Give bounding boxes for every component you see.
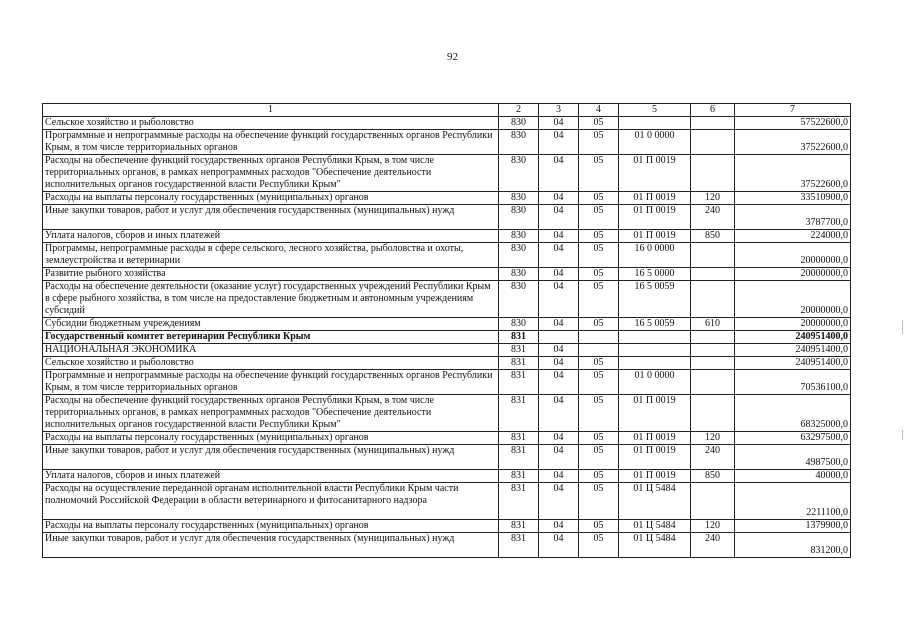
row-code-cell: 831	[499, 533, 539, 558]
row-section-cell: 04	[539, 432, 579, 445]
row-amount-cell: 40000,0	[735, 470, 851, 483]
row-name-cell: Расходы на выплаты персоналу государственных (муниципальных) органов	[43, 432, 499, 445]
row-section-cell: 04	[539, 370, 579, 395]
table-row	[43, 281, 851, 318]
row-section-cell: 04	[539, 205, 579, 230]
row-kind-cell: 850	[691, 230, 735, 243]
table-row	[43, 533, 851, 558]
row-code-cell: 830	[499, 243, 539, 268]
row-subsection-cell: 05	[579, 268, 619, 281]
row-target-cell	[619, 344, 691, 357]
row-code-cell: 830	[499, 268, 539, 281]
row-section-cell: 04	[539, 192, 579, 205]
row-target-cell	[619, 331, 691, 344]
row-name-cell: Уплата налогов, сборов и иных платежей	[43, 470, 499, 483]
row-code-cell: 830	[499, 117, 539, 130]
row-code-cell: 831	[499, 432, 539, 445]
row-subsection-cell: 05	[579, 483, 619, 520]
row-section-cell: 04	[539, 357, 579, 370]
table-row	[43, 230, 851, 243]
row-amount-cell: 831200,0	[735, 533, 851, 558]
row-target-cell	[619, 357, 691, 370]
row-amount-cell: 20000000,0	[735, 268, 851, 281]
row-code-cell: 830	[499, 192, 539, 205]
row-code-cell: 831	[499, 470, 539, 483]
table-row	[43, 331, 851, 344]
row-section-cell: 04	[539, 483, 579, 520]
row-target-cell: 16 5 0059	[619, 318, 691, 331]
row-subsection-cell: 05	[579, 445, 619, 470]
row-kind-cell: 610	[691, 318, 735, 331]
row-name-cell: Программные и непрограммные расходы на обеспечение функций государственных органов Республики Крым, в том числе территориальных органов	[43, 370, 499, 395]
row-subsection-cell: 05	[579, 192, 619, 205]
table-row	[43, 470, 851, 483]
row-code-cell: 830	[499, 318, 539, 331]
row-amount-cell: 240951400,0	[735, 357, 851, 370]
row-amount-cell: 68325000,0	[735, 395, 851, 432]
row-section-cell	[539, 331, 579, 344]
column-header: 7	[735, 104, 851, 117]
table-row	[43, 357, 851, 370]
row-amount-cell: 20000000,0	[735, 318, 851, 331]
row-name-cell: Программы, непрограммные расходы в сфере сельского, лесного хозяйства, рыболовства и охоты, землеустройства и ветеринарии	[43, 243, 499, 268]
table-row	[43, 520, 851, 533]
row-name-cell: Субсидии бюджетным учреждениям	[43, 318, 499, 331]
row-code-cell: 830	[499, 281, 539, 318]
row-section-cell: 04	[539, 155, 579, 192]
row-subsection-cell: 05	[579, 155, 619, 192]
row-kind-cell	[691, 344, 735, 357]
row-code-cell: 831	[499, 370, 539, 395]
row-target-cell: 16 5 0000	[619, 268, 691, 281]
scan-edge-mark	[902, 320, 903, 334]
row-amount-cell: 57522600,0	[735, 117, 851, 130]
row-code-cell: 830	[499, 155, 539, 192]
column-header: 2	[499, 104, 539, 117]
table-row	[43, 130, 851, 155]
row-name-cell: Расходы на обеспечение деятельности (оказание услуг) государственных учреждений Республики Крым в сфере рыбного хозяйства, в том числе на предоставление бюджетным и автономным учреждениям субсидий	[43, 281, 499, 318]
row-subsection-cell: 05	[579, 370, 619, 395]
row-section-cell: 04	[539, 344, 579, 357]
column-header: 6	[691, 104, 735, 117]
row-target-cell: 01 Ц 5484	[619, 483, 691, 520]
row-amount-cell: 1379900,0	[735, 520, 851, 533]
table-row	[43, 268, 851, 281]
row-target-cell: 01 П 0019	[619, 432, 691, 445]
row-kind-cell	[691, 268, 735, 281]
budget-table	[42, 103, 851, 558]
row-kind-cell	[691, 483, 735, 520]
row-amount-cell: 33510900,0	[735, 192, 851, 205]
row-name-cell: Иные закупки товаров, работ и услуг для обеспечения государственных (муниципальных) нужд	[43, 445, 499, 470]
row-amount-cell: 37522600,0	[735, 155, 851, 192]
row-code-cell: 830	[499, 230, 539, 243]
row-amount-cell: 63297500,0	[735, 432, 851, 445]
row-target-cell: 16 0 0000	[619, 243, 691, 268]
row-name-cell: Сельское хозяйство и рыболовство	[43, 117, 499, 130]
row-subsection-cell	[579, 331, 619, 344]
row-subsection-cell	[579, 344, 619, 357]
row-section-cell: 04	[539, 230, 579, 243]
row-section-cell: 04	[539, 281, 579, 318]
page-number: 92	[447, 51, 458, 63]
row-subsection-cell: 05	[579, 357, 619, 370]
row-target-cell: 01 П 0019	[619, 230, 691, 243]
row-target-cell: 01 П 0019	[619, 445, 691, 470]
row-amount-cell: 37522600,0	[735, 130, 851, 155]
row-code-cell: 831	[499, 483, 539, 520]
row-target-cell	[619, 117, 691, 130]
row-kind-cell	[691, 331, 735, 344]
column-header: 4	[579, 104, 619, 117]
row-name-cell: Программные и непрограммные расходы на обеспечение функций государственных органов Республики Крым, в том числе территориальных органов	[43, 130, 499, 155]
row-subsection-cell: 05	[579, 205, 619, 230]
row-subsection-cell: 05	[579, 395, 619, 432]
row-subsection-cell: 05	[579, 117, 619, 130]
table-body	[43, 117, 851, 558]
table-row	[43, 344, 851, 357]
table-row	[43, 205, 851, 230]
row-kind-cell	[691, 281, 735, 318]
row-kind-cell: 120	[691, 520, 735, 533]
row-section-cell: 04	[539, 243, 579, 268]
column-header: 5	[619, 104, 691, 117]
row-amount-cell: 2211100,0	[735, 483, 851, 520]
table-row	[43, 395, 851, 432]
row-name-cell: НАЦИОНАЛЬНАЯ ЭКОНОМИКА	[43, 344, 499, 357]
column-header: 3	[539, 104, 579, 117]
table-row	[43, 243, 851, 268]
row-code-cell: 830	[499, 205, 539, 230]
row-name-cell: Расходы на выплаты персоналу государственных (муниципальных) органов	[43, 192, 499, 205]
row-kind-cell	[691, 155, 735, 192]
row-code-cell: 831	[499, 344, 539, 357]
table-row	[43, 370, 851, 395]
row-section-cell: 04	[539, 533, 579, 558]
row-kind-cell: 240	[691, 445, 735, 470]
row-target-cell: 01 П 0019	[619, 205, 691, 230]
table-row	[43, 483, 851, 520]
row-kind-cell	[691, 357, 735, 370]
row-kind-cell: 120	[691, 432, 735, 445]
row-code-cell: 831	[499, 445, 539, 470]
row-amount-cell: 240951400,0	[735, 344, 851, 357]
row-kind-cell	[691, 243, 735, 268]
row-kind-cell	[691, 395, 735, 432]
row-section-cell: 04	[539, 268, 579, 281]
row-amount-cell: 4987500,0	[735, 445, 851, 470]
row-name-cell: Государственный комитет ветеринарии Республики Крым	[43, 331, 499, 344]
row-subsection-cell: 05	[579, 318, 619, 331]
row-name-cell: Иные закупки товаров, работ и услуг для обеспечения государственных (муниципальных) нужд	[43, 533, 499, 558]
row-amount-cell: 20000000,0	[735, 281, 851, 318]
row-section-cell: 04	[539, 117, 579, 130]
row-section-cell: 04	[539, 470, 579, 483]
row-target-cell: 01 0 0000	[619, 130, 691, 155]
row-target-cell: 01 П 0019	[619, 155, 691, 192]
table-row	[43, 445, 851, 470]
row-name-cell: Расходы на выплаты персоналу государственных (муниципальных) органов	[43, 520, 499, 533]
row-kind-cell	[691, 370, 735, 395]
row-code-cell: 831	[499, 331, 539, 344]
row-target-cell: 01 0 0000	[619, 370, 691, 395]
row-section-cell: 04	[539, 395, 579, 432]
row-amount-cell: 20000000,0	[735, 243, 851, 268]
row-kind-cell	[691, 117, 735, 130]
row-section-cell: 04	[539, 520, 579, 533]
scan-edge-mark	[902, 430, 903, 440]
row-kind-cell	[691, 130, 735, 155]
row-kind-cell: 120	[691, 192, 735, 205]
row-target-cell: 01 П 0019	[619, 470, 691, 483]
row-section-cell: 04	[539, 445, 579, 470]
row-subsection-cell: 05	[579, 230, 619, 243]
row-name-cell: Уплата налогов, сборов и иных платежей	[43, 230, 499, 243]
row-name-cell: Расходы на обеспечение функций государственных органов Республики Крым, в том числе территориальных органов, в рамках непрограммных расходов "Обеспечение деятельности исполнительных органов государственной власти Республики Крым"	[43, 155, 499, 192]
row-subsection-cell: 05	[579, 432, 619, 445]
row-code-cell: 830	[499, 130, 539, 155]
row-code-cell: 831	[499, 357, 539, 370]
row-target-cell: 16 5 0059	[619, 281, 691, 318]
row-subsection-cell: 05	[579, 281, 619, 318]
row-name-cell: Сельское хозяйство и рыболовство	[43, 357, 499, 370]
row-target-cell: 01 Ц 5484	[619, 533, 691, 558]
row-code-cell: 831	[499, 395, 539, 432]
table-row	[43, 117, 851, 130]
row-section-cell: 04	[539, 318, 579, 331]
table-row	[43, 192, 851, 205]
row-name-cell: Расходы на осуществление переданной органам исполнительной власти Республики Крым части полномочий Российской Федерации в области ветеринарного и фитосанитарного надзора	[43, 483, 499, 520]
table-header-row	[43, 104, 851, 117]
row-subsection-cell: 05	[579, 470, 619, 483]
row-amount-cell: 3787700,0	[735, 205, 851, 230]
row-code-cell: 831	[499, 520, 539, 533]
row-subsection-cell: 05	[579, 243, 619, 268]
table-row	[43, 155, 851, 192]
row-target-cell: 01 П 0019	[619, 395, 691, 432]
table-row	[43, 318, 851, 331]
row-name-cell: Расходы на обеспечение функций государственных органов Республики Крым, в том числе территориальных органов, в рамках непрограммных расходов "Обеспечение деятельности исполнительных органов государственной власти Республики Крым"	[43, 395, 499, 432]
row-amount-cell: 70536100,0	[735, 370, 851, 395]
row-kind-cell: 240	[691, 205, 735, 230]
column-header: 1	[43, 104, 499, 117]
table-row	[43, 432, 851, 445]
row-subsection-cell: 05	[579, 130, 619, 155]
row-name-cell: Развитие рыбного хозяйства	[43, 268, 499, 281]
row-subsection-cell: 05	[579, 533, 619, 558]
row-amount-cell: 224000,0	[735, 230, 851, 243]
row-name-cell: Иные закупки товаров, работ и услуг для обеспечения государственных (муниципальных) нужд	[43, 205, 499, 230]
row-kind-cell: 240	[691, 533, 735, 558]
row-amount-cell: 240951400,0	[735, 331, 851, 344]
row-target-cell: 01 П 0019	[619, 192, 691, 205]
row-target-cell: 01 Ц 5484	[619, 520, 691, 533]
row-subsection-cell: 05	[579, 520, 619, 533]
row-kind-cell: 850	[691, 470, 735, 483]
row-section-cell: 04	[539, 130, 579, 155]
